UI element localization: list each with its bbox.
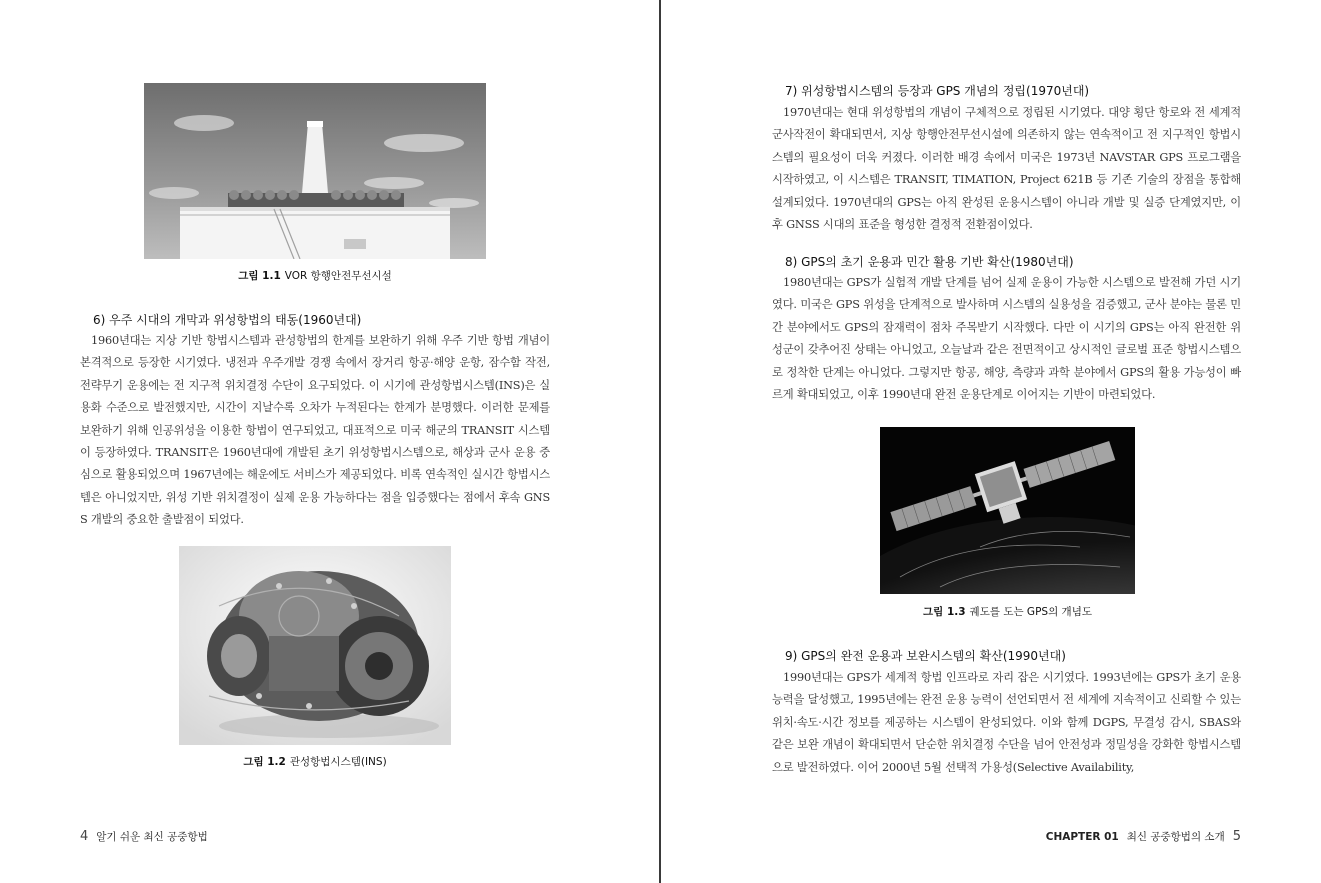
page-gutter — [659, 0, 661, 883]
section-9-heading: 9) GPS의 완전 운용과 보완시스템의 확산(1990년대) — [785, 649, 1066, 663]
section-7-body: 1970년대는 현대 위성항법의 개념이 구체적으로 정립된 시기였다. 대양 횡단 항로와 전 세계적 군사작전이 확대되면서, 지상 항행안전무선시설에 의존하지 않는 연속적이고 전 지구적인 항법시스템의 필요성이 더욱 커졌다. 이러한 배경 속에서 미국은 1973년 NAVSTAR GPS 프로그램을 시작하였고, 이 시스템은 TRANSIT, TIMATION, Project 621B 등 기존 기술의 장점을 통합해 설계되었다. 1970년대의 GPS는 아직 완성된 운용시스템이 아니라 개발 및 실증 단계였지만, 이후 GNSS 시대의 표준을 형성한 결정적 전환점이었다. — [772, 106, 1241, 232]
vor-station-photo — [144, 83, 486, 259]
figure-number: 그림 1.2 — [243, 756, 286, 768]
page-number: 4 — [80, 829, 89, 844]
figure-1-1-caption — [144, 268, 486, 283]
section-8-body: 1980년대는 GPS가 실험적 개발 단계를 넘어 실제 운용이 가능한 시스템으로 발전해 가던 시기였다. 미국은 GPS 위성을 단계적으로 발사하며 시스템의 실용성을 검증했고, 군사 분야는 물론 민간 분야에서도 GPS의 잠재력이 점차 주목받기 시작했다. 다만 이 시기의 GPS는 아직 완전한 위성군이 갖추어진 상태는 아니었고, 오늘날과 같은 전면적이고 상시적인 글로벌 표준 항법시스템으로 정착한 단계는 아니었다. 그렇지만 항공, 해양, 측량과 과학 분야에서 GPS의 활용 가능성이 빠르게 확대되었고, 이후 1990년대 완전 운용단계로 이어지는 기반이 마련되었다. — [772, 276, 1241, 402]
section-9-body: 1990년대는 GPS가 세계적 항법 인프라로 자리 잡은 시기였다. 1993년에는 GPS가 초기 운용 능력을 달성했고, 1995년에는 완전 운용 능력이 선언되면서 전 세계에 지속적이고 신뢰할 수 있는 위치·속도·시간 정보를 제공하는 시스템이 완성되었다. 이와 함께 DGPS, 무결성 감시, SBAS와 같은 보완 개념이 확대되면서 단순한 위치결정 수단을 넘어 안전성과 정밀성을 강화한 항법시스템으로 발전하였다. 이어 2000년 5월 선택적 가용성(Selective Availability, — [772, 671, 1241, 774]
ins-unit-photo — [179, 546, 451, 745]
figure-number: 그림 1.1 — [238, 270, 281, 282]
book-title: 알기 쉬운 최신 공중항법 — [96, 831, 208, 843]
left-footer — [80, 829, 208, 844]
figure-title: 관성항법시스템(INS) — [289, 756, 387, 768]
section-6-heading: 6) 우주 시대의 개막과 위성항법의 태동(1960년대) — [93, 313, 362, 327]
page-number: 5 — [1232, 829, 1241, 844]
left-page — [0, 0, 660, 883]
right-page — [662, 0, 1321, 883]
figure-title: VOR 항행안전무선시설 — [284, 270, 392, 282]
right-footer — [1046, 829, 1241, 844]
figure-number: 그림 1.3 — [923, 606, 966, 618]
section-8-heading: 8) GPS의 초기 운용과 민간 활용 기반 확산(1980년대) — [785, 255, 1074, 269]
gps-satellite-orbit-illustration — [880, 427, 1135, 594]
figure-1-2-caption — [179, 754, 451, 769]
figure-1-3-caption — [880, 604, 1135, 619]
section-6-body: 1960년대는 지상 기반 항법시스템과 관성항법의 한계를 보완하기 위해 우주 기반 항법 개념이 본격적으로 등장한 시기였다. 냉전과 우주개발 경쟁 속에서 장거리 항공·해양 운항, 잠수함 작전, 전략무기 운용에는 전 지구적 위치결정 수단이 요구되었다. 이 시기에 관성항법시스템(INS)은 실용화 수준으로 발전했지만, 시간이 지날수록 오차가 누적된다는 한계가 분명했다. 이러한 문제를 보완하기 위해 인공위성을 이용한 항법이 연구되었고, 대표적으로 미국 해군의 TRANSIT 시스템이 등장하였다. TRANSIT은 1960년대에 개발된 초기 위성항법시스템으로, 해상과 군사 운용 중심으로 활용되었으며 1967년에는 해운에도 서비스가 제공되었다. 비록 연속적인 실시간 항법시스템은 아니었지만, 위성 기반 위치결정이 실제 운용 가능하다는 점을 입증했다는 점에서 후속 GNSS 개발의 중요한 출발점이 되었다. — [80, 334, 550, 527]
chapter-label: CHAPTER 01 — [1045, 831, 1119, 843]
chapter-title: 최신 공중항법의 소개 — [1126, 831, 1225, 843]
section-7-heading: 7) 위성항법시스템의 등장과 GPS 개념의 정립(1970년대) — [785, 84, 1090, 98]
figure-title: 궤도를 도는 GPS의 개념도 — [969, 606, 1092, 618]
